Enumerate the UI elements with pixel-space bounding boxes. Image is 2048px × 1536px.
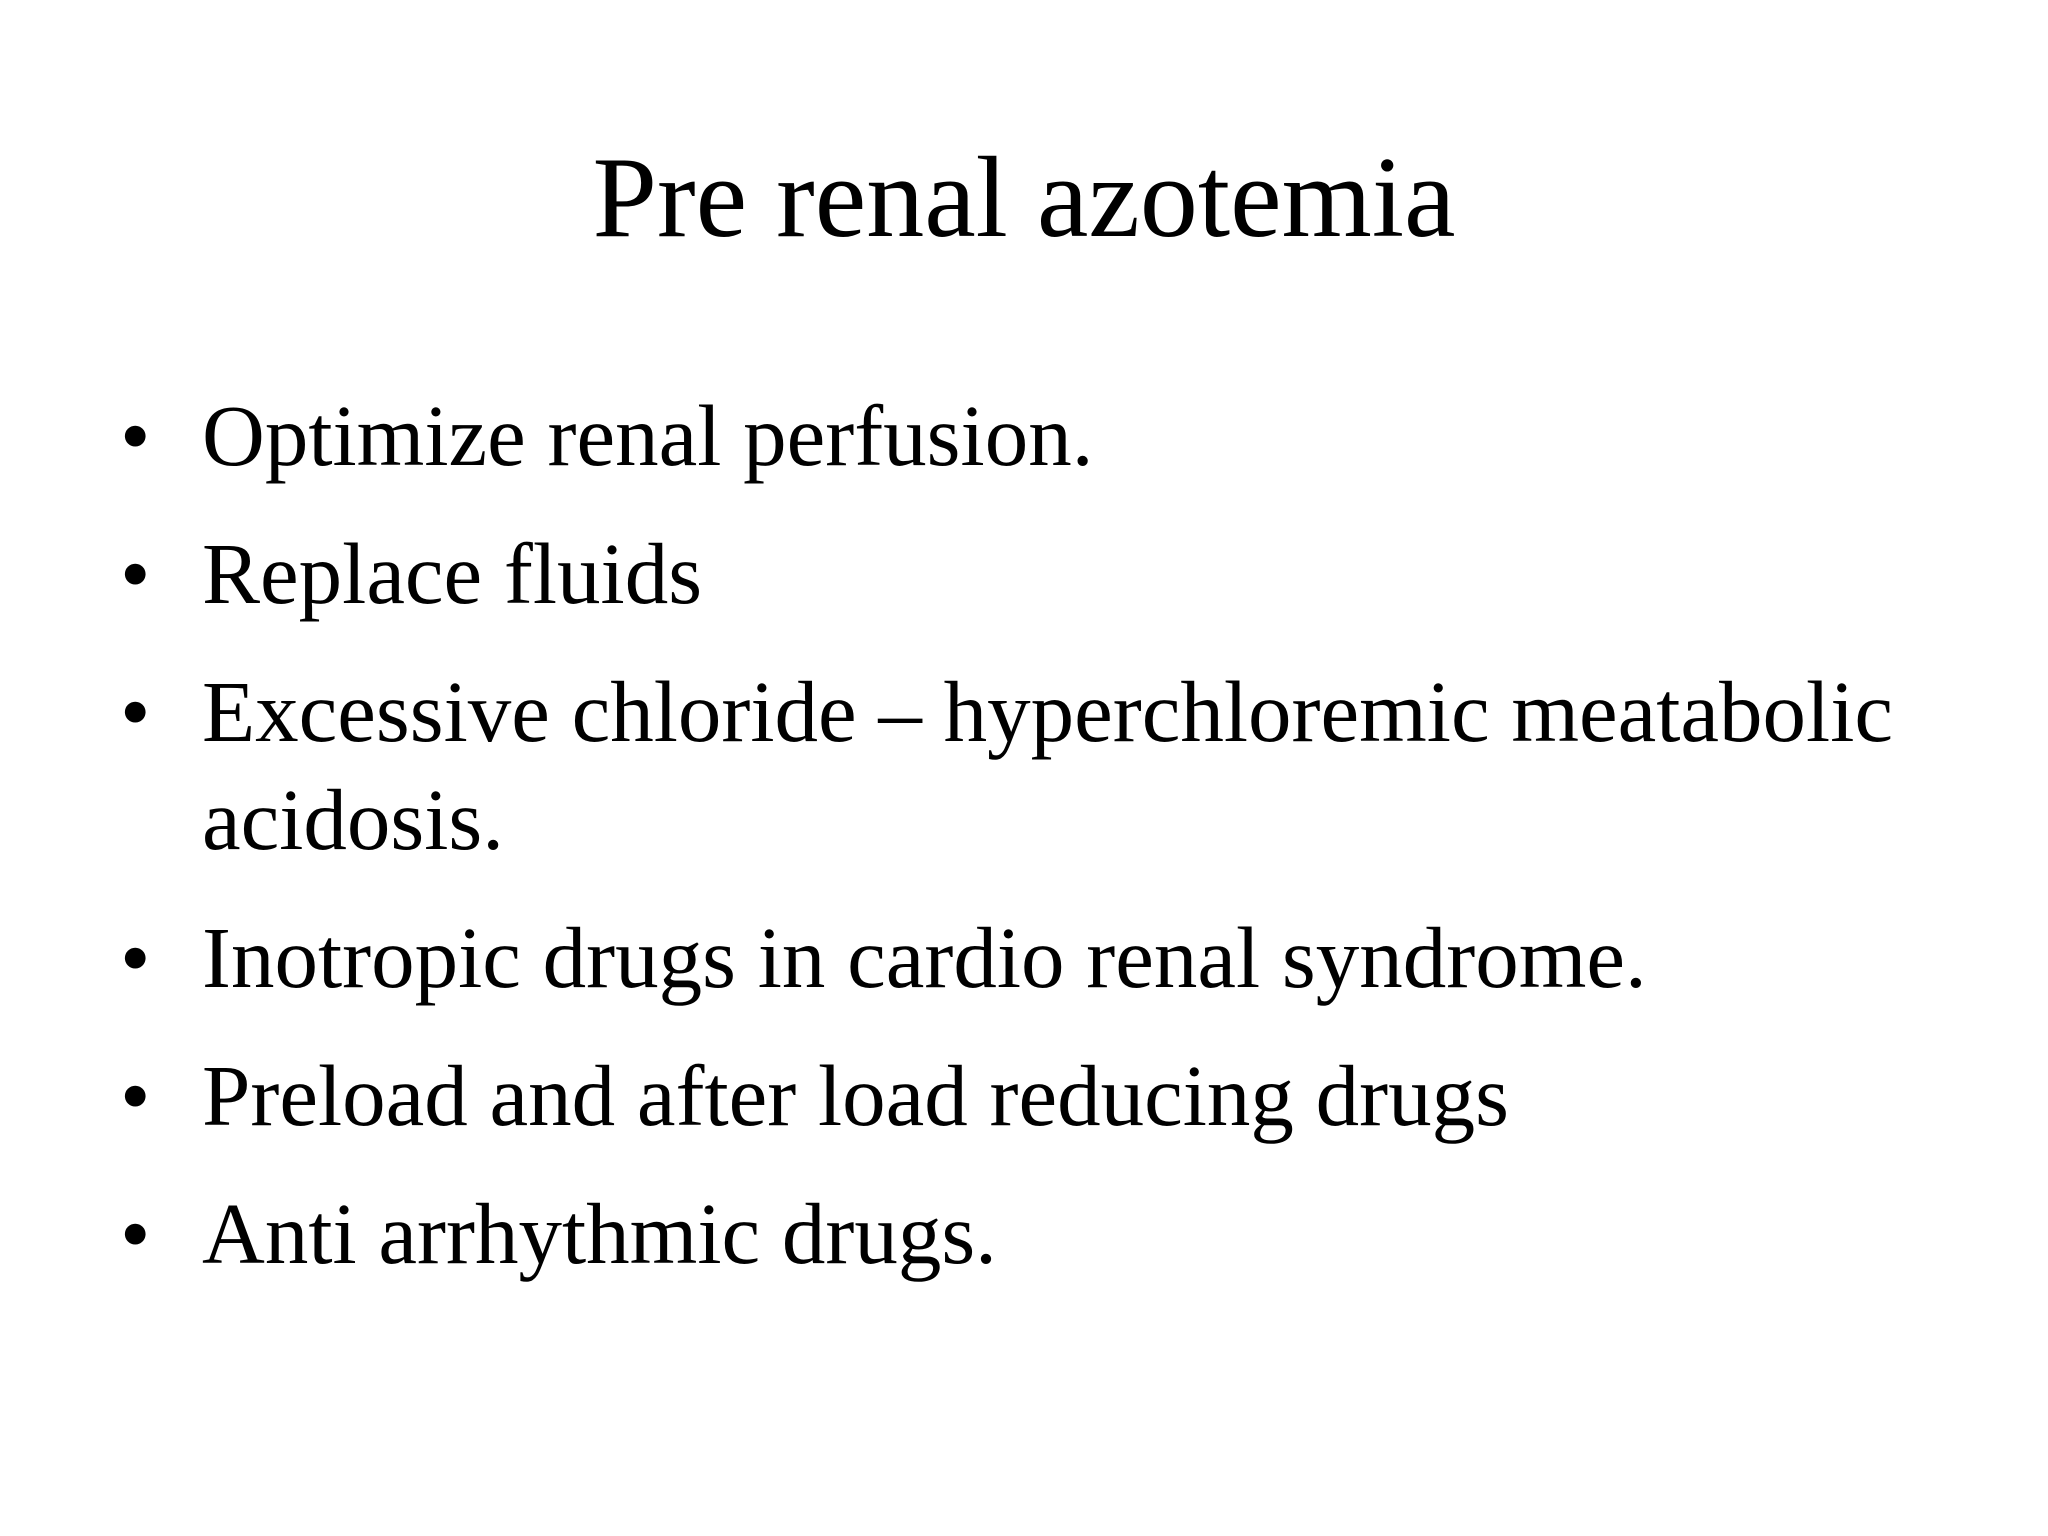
bullet-text: Optimize renal perfusion. [202, 387, 1094, 484]
bullet-text: Preload and after load reducing drugs [202, 1047, 1509, 1144]
bullet-icon: • [120, 525, 151, 622]
slide-title: Pre renal azotemia [592, 134, 1456, 262]
bullet-text: Replace fluids [202, 525, 703, 622]
bullet-item [120, 1180, 1980, 1288]
bullet-icon: • [120, 387, 151, 484]
bullet-icon: • [120, 1185, 151, 1282]
bullet-list [120, 382, 1980, 1318]
bullet-item [120, 904, 1980, 1012]
bullet-item [120, 658, 1980, 874]
bullet-icon: • [120, 1047, 151, 1144]
bullet-text: Excessive chloride – hyperchloremic meatabolic acidosis. [202, 663, 1893, 868]
bullet-text: Inotropic drugs in cardio renal syndrome. [202, 909, 1647, 1006]
bullet-item [120, 1042, 1980, 1150]
bullet-icon: • [120, 909, 151, 1006]
bullet-text: Anti arrhythmic drugs. [202, 1185, 997, 1282]
bullet-item [120, 382, 1980, 490]
bullet-item [120, 520, 1980, 628]
bullet-icon: • [120, 663, 151, 760]
